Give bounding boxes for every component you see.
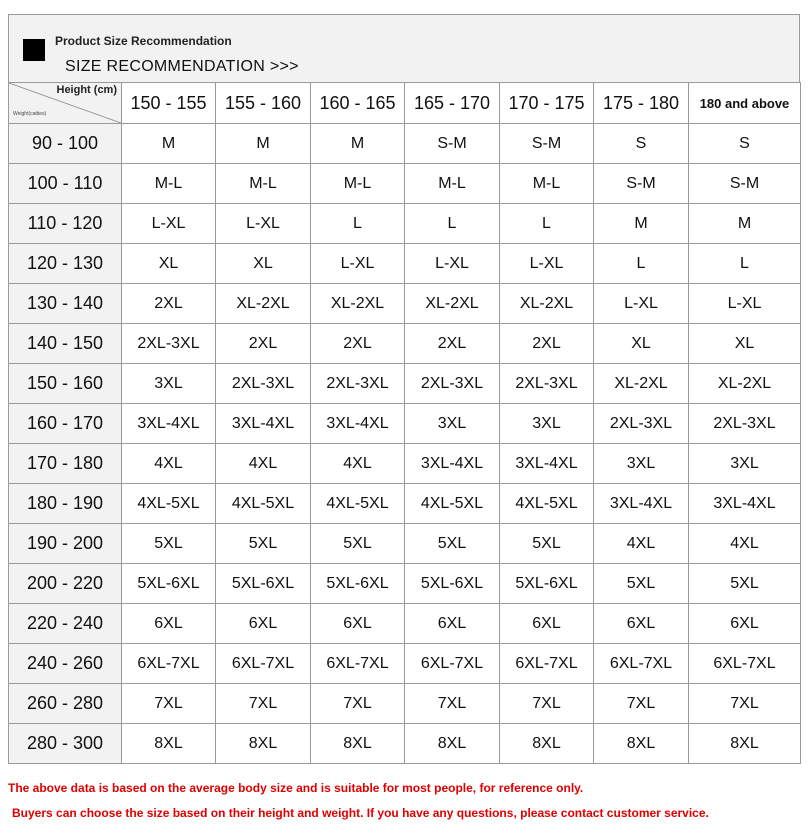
size-cell: 8XL — [594, 724, 689, 764]
size-cell: M — [122, 124, 216, 164]
weight-cell: 260 - 280 — [9, 684, 122, 724]
size-cell: 6XL — [689, 604, 801, 644]
size-cell: 4XL-5XL — [500, 484, 594, 524]
size-cell: 5XL — [594, 564, 689, 604]
table-row — [9, 364, 801, 404]
size-cell: 6XL-7XL — [216, 644, 311, 684]
weight-cell: 220 - 240 — [9, 604, 122, 644]
size-cell: 5XL-6XL — [122, 564, 216, 604]
table-row — [9, 524, 801, 564]
size-cell: 5XL-6XL — [311, 564, 405, 604]
size-cell: 7XL — [311, 684, 405, 724]
size-cell: S-M — [594, 164, 689, 204]
size-cell: 6XL — [405, 604, 500, 644]
size-cell: XL — [594, 324, 689, 364]
size-cell: XL — [216, 244, 311, 284]
size-cell: 3XL — [405, 404, 500, 444]
size-cell: S-M — [689, 164, 801, 204]
size-cell: 8XL — [689, 724, 801, 764]
weight-cell: 240 - 260 — [9, 644, 122, 684]
size-cell: 6XL — [311, 604, 405, 644]
size-cell: 6XL — [500, 604, 594, 644]
weight-cell: 100 - 110 — [9, 164, 122, 204]
size-cell: 6XL-7XL — [689, 644, 801, 684]
weight-cell: 180 - 190 — [9, 484, 122, 524]
size-cell: 3XL-4XL — [311, 404, 405, 444]
header-square-icon — [23, 39, 45, 61]
size-cell: 3XL-4XL — [500, 444, 594, 484]
height-header: 180 and above — [689, 83, 801, 124]
size-cell: S — [689, 124, 801, 164]
size-cell: 7XL — [405, 684, 500, 724]
size-cell: 5XL — [216, 524, 311, 564]
size-cell: S-M — [500, 124, 594, 164]
size-cell: L — [594, 244, 689, 284]
height-header-row — [9, 83, 801, 124]
size-cell: 8XL — [311, 724, 405, 764]
size-cell: M-L — [311, 164, 405, 204]
weight-cell: 130 - 140 — [9, 284, 122, 324]
size-cell: L-XL — [405, 244, 500, 284]
height-header: 175 - 180 — [594, 83, 689, 124]
size-cell: M — [216, 124, 311, 164]
size-table — [8, 82, 801, 764]
size-cell: 2XL — [311, 324, 405, 364]
note-line-2: Buyers can choose the size based on their height and weight. If you have any questions, please contact customer service. — [12, 806, 709, 820]
weight-cell: 200 - 220 — [9, 564, 122, 604]
table-row — [9, 124, 801, 164]
size-cell: 3XL — [500, 404, 594, 444]
size-cell: 2XL-3XL — [405, 364, 500, 404]
size-cell: 5XL-6XL — [216, 564, 311, 604]
size-cell: 3XL — [594, 444, 689, 484]
size-cell: 2XL-3XL — [122, 324, 216, 364]
size-cell: XL — [122, 244, 216, 284]
weight-cell: 150 - 160 — [9, 364, 122, 404]
size-cell: 3XL-4XL — [216, 404, 311, 444]
size-cell: 3XL-4XL — [122, 404, 216, 444]
table-row — [9, 244, 801, 284]
weight-axis-label: Weight(catties) — [13, 111, 47, 117]
table-row — [9, 284, 801, 324]
size-cell: L — [689, 244, 801, 284]
table-row — [9, 404, 801, 444]
table-row — [9, 684, 801, 724]
height-header: 165 - 170 — [405, 83, 500, 124]
size-cell: 8XL — [216, 724, 311, 764]
height-header: 150 - 155 — [122, 83, 216, 124]
size-cell: M — [689, 204, 801, 244]
size-cell: XL-2XL — [311, 284, 405, 324]
size-cell: M-L — [216, 164, 311, 204]
table-body — [9, 124, 801, 764]
size-cell: 3XL — [689, 444, 801, 484]
weight-cell: 190 - 200 — [9, 524, 122, 564]
size-cell: 2XL — [405, 324, 500, 364]
size-cell: 6XL-7XL — [405, 644, 500, 684]
size-cell: XL — [689, 324, 801, 364]
weight-cell: 160 - 170 — [9, 404, 122, 444]
size-cell: 4XL-5XL — [216, 484, 311, 524]
table-row — [9, 204, 801, 244]
size-cell: 4XL — [122, 444, 216, 484]
weight-cell: 90 - 100 — [9, 124, 122, 164]
size-cell: 8XL — [500, 724, 594, 764]
size-cell: 2XL-3XL — [500, 364, 594, 404]
weight-cell: 280 - 300 — [9, 724, 122, 764]
size-cell: L-XL — [500, 244, 594, 284]
size-cell: L-XL — [594, 284, 689, 324]
size-cell: 7XL — [500, 684, 594, 724]
size-chart — [8, 14, 800, 764]
size-cell: XL-2XL — [500, 284, 594, 324]
size-cell: 4XL — [689, 524, 801, 564]
size-cell: 5XL — [500, 524, 594, 564]
size-cell: M — [594, 204, 689, 244]
size-cell: 8XL — [122, 724, 216, 764]
chart-header — [8, 14, 800, 83]
size-cell: 6XL-7XL — [500, 644, 594, 684]
size-cell: 3XL-4XL — [405, 444, 500, 484]
height-header: 170 - 175 — [500, 83, 594, 124]
size-cell: 6XL-7XL — [594, 644, 689, 684]
size-cell: L — [500, 204, 594, 244]
table-row — [9, 644, 801, 684]
size-cell: 6XL-7XL — [122, 644, 216, 684]
size-cell: 2XL-3XL — [689, 404, 801, 444]
size-cell: 4XL — [594, 524, 689, 564]
size-cell: M-L — [122, 164, 216, 204]
size-cell: 8XL — [405, 724, 500, 764]
size-cell: 7XL — [689, 684, 801, 724]
size-cell: 6XL-7XL — [311, 644, 405, 684]
height-header: 155 - 160 — [216, 83, 311, 124]
table-row — [9, 484, 801, 524]
size-cell: XL-2XL — [689, 364, 801, 404]
size-cell: 7XL — [216, 684, 311, 724]
weight-cell: 170 - 180 — [9, 444, 122, 484]
note-line-1: The above data is based on the average body size and is suitable for most people, for reference only. — [8, 781, 584, 795]
corner-cell — [9, 83, 122, 124]
size-cell: 5XL-6XL — [500, 564, 594, 604]
size-cell: 6XL — [216, 604, 311, 644]
size-cell: 5XL-6XL — [405, 564, 500, 604]
weight-cell: 110 - 120 — [9, 204, 122, 244]
size-cell: 6XL — [122, 604, 216, 644]
size-cell: L — [405, 204, 500, 244]
table-row — [9, 604, 801, 644]
table-row — [9, 564, 801, 604]
size-cell: 2XL-3XL — [594, 404, 689, 444]
size-cell: 5XL — [311, 524, 405, 564]
size-cell: 3XL — [122, 364, 216, 404]
size-cell: L — [311, 204, 405, 244]
size-cell: 7XL — [594, 684, 689, 724]
height-header: 160 - 165 — [311, 83, 405, 124]
weight-cell: 140 - 150 — [9, 324, 122, 364]
table-row — [9, 164, 801, 204]
size-cell: M-L — [500, 164, 594, 204]
size-cell: 2XL — [500, 324, 594, 364]
header-title: SIZE RECOMMENDATION >>> — [65, 58, 299, 75]
size-cell: XL-2XL — [594, 364, 689, 404]
size-cell: M-L — [405, 164, 500, 204]
table-row — [9, 444, 801, 484]
size-cell: 4XL-5XL — [122, 484, 216, 524]
size-cell: 3XL-4XL — [594, 484, 689, 524]
size-cell: 4XL-5XL — [405, 484, 500, 524]
size-cell: 2XL — [122, 284, 216, 324]
size-cell: L-XL — [689, 284, 801, 324]
table-row — [9, 324, 801, 364]
size-cell: L-XL — [311, 244, 405, 284]
size-cell: S-M — [405, 124, 500, 164]
size-cell: 4XL — [216, 444, 311, 484]
size-cell: 4XL-5XL — [311, 484, 405, 524]
size-cell: 2XL — [216, 324, 311, 364]
size-cell: 5XL — [122, 524, 216, 564]
size-cell: 7XL — [122, 684, 216, 724]
weight-cell: 120 - 130 — [9, 244, 122, 284]
size-cell: 5XL — [689, 564, 801, 604]
size-cell: L-XL — [216, 204, 311, 244]
size-cell: 3XL-4XL — [689, 484, 801, 524]
size-cell: S — [594, 124, 689, 164]
size-cell: M — [311, 124, 405, 164]
header-subtitle: Product Size Recommendation — [55, 34, 232, 48]
size-cell: L-XL — [122, 204, 216, 244]
table-row — [9, 724, 801, 764]
size-cell: 4XL — [311, 444, 405, 484]
size-cell: 2XL-3XL — [311, 364, 405, 404]
size-cell: 5XL — [405, 524, 500, 564]
height-axis-label: Height (cm) — [56, 84, 117, 96]
size-cell: 6XL — [594, 604, 689, 644]
size-cell: XL-2XL — [405, 284, 500, 324]
size-cell: XL-2XL — [216, 284, 311, 324]
size-cell: 2XL-3XL — [216, 364, 311, 404]
